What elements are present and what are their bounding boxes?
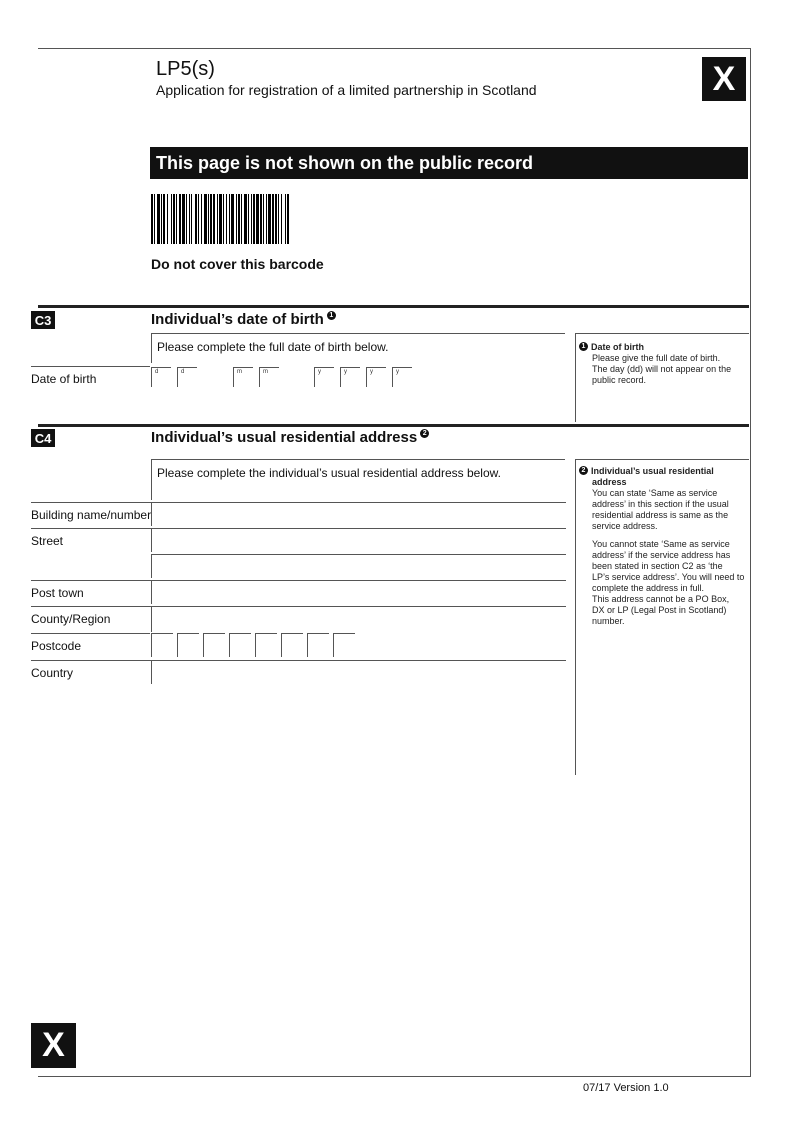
section-c4-rule <box>38 424 749 427</box>
section-c3-tag: C3 <box>31 311 55 329</box>
c4-note-line: been stated in section C2 as ‘the <box>592 561 723 571</box>
section-c3-title <box>151 311 336 328</box>
c3-note <box>579 342 747 386</box>
postcode-char-3[interactable] <box>203 633 225 657</box>
building-label: Building name/number <box>31 508 152 522</box>
note-number-2-icon: 2 <box>420 429 429 438</box>
c3-note-left <box>575 333 576 422</box>
c4-note-top <box>575 459 749 460</box>
postcode-char-8[interactable] <box>333 633 355 657</box>
c3-note-heading: Date of birth <box>591 342 644 352</box>
county-input[interactable] <box>152 607 565 630</box>
county-label: County/Region <box>31 612 111 626</box>
top-rule <box>38 48 751 49</box>
country-label: Country <box>31 666 74 680</box>
postcode-rule <box>31 633 150 634</box>
postcode-char-2[interactable] <box>177 633 199 657</box>
c3-note-line: Please give the full date of birth. <box>592 353 721 363</box>
corner-mark-bottom: X <box>31 1023 76 1068</box>
postcode-char-6[interactable] <box>281 633 303 657</box>
postcode-char-1[interactable] <box>151 633 173 657</box>
dob-year-2[interactable]: y <box>340 367 360 387</box>
c4-note-line: You cannot state ‘Same as service <box>592 539 730 549</box>
c3-instruction-top <box>151 333 565 334</box>
c4-note <box>579 466 749 627</box>
bottom-rule <box>38 1076 751 1077</box>
dob-day-1[interactable]: d <box>151 367 171 387</box>
barcode-caption: Do not cover this barcode <box>151 256 324 272</box>
c3-field-rule <box>31 366 150 367</box>
c4-note-line: address’ in this section if the usual <box>592 499 729 509</box>
barcode-bar <box>289 194 290 244</box>
dob-month-2[interactable]: m <box>259 367 279 387</box>
c4-instruction-left <box>151 459 152 500</box>
note-number-1-icon: 1 <box>327 311 336 320</box>
dob-year-4[interactable]: y <box>392 367 412 387</box>
country-input[interactable] <box>152 661 565 684</box>
c4-instruction-top <box>151 459 565 460</box>
c3-note-line: The day (dd) will not appear on the <box>592 364 732 374</box>
c4-note-line: complete the address in full. <box>592 583 705 593</box>
postcode-char-4[interactable] <box>229 633 251 657</box>
c4-note-left <box>575 459 576 775</box>
section-c3-title-text: Individual’s date of birth <box>151 311 324 328</box>
version-label: 07/17 Version 1.0 <box>583 1082 669 1094</box>
form-code: LP5(s) <box>156 58 215 80</box>
banner-text: This page is not shown on the public record <box>156 152 534 173</box>
dob-year-3[interactable]: y <box>366 367 386 387</box>
post-town-label: Post town <box>31 586 84 600</box>
c4-note-line: You can state ‘Same as service <box>592 488 718 498</box>
public-record-banner <box>150 147 748 179</box>
note-1-icon: 1 <box>579 342 588 351</box>
note-2-icon: 2 <box>579 466 588 475</box>
street-line2-input[interactable] <box>152 555 565 578</box>
postcode-char-5[interactable] <box>255 633 277 657</box>
c4-note-line: residential address is same as the <box>592 510 729 520</box>
c3-note-line: public record. <box>592 375 647 385</box>
date-of-birth-label: Date of birth <box>31 372 97 386</box>
c4-note-heading-2: address <box>592 477 627 487</box>
street-label: Street <box>31 534 64 548</box>
corner-mark-top: X <box>702 57 746 101</box>
dob-year-1[interactable]: y <box>314 367 334 387</box>
street-input[interactable] <box>152 529 565 552</box>
section-c3-rule <box>38 305 749 308</box>
c4-note-line: LP’s service address’. You will need to <box>592 572 745 582</box>
section-c4-tag: C4 <box>31 429 55 447</box>
section-c4-title-text: Individual’s usual residential address <box>151 429 418 446</box>
c3-instruction-left <box>151 333 152 363</box>
right-rule <box>750 48 751 1076</box>
c4-note-line: address’ if the service address has <box>592 550 731 560</box>
section-c4-title <box>151 429 429 446</box>
postcode-label: Postcode <box>31 639 82 653</box>
c4-note-line: service address. <box>592 521 658 531</box>
c3-note-top <box>575 333 749 334</box>
form-title: Application for registration of a limited partnership in Scotland <box>156 82 537 98</box>
dob-month-1[interactable]: m <box>233 367 253 387</box>
c4-note-line: This address cannot be a PO Box, <box>592 594 730 604</box>
postcode-char-7[interactable] <box>307 633 329 657</box>
c4-note-line: number. <box>592 616 625 626</box>
barcode <box>151 194 430 244</box>
c4-note-line: DX or LP (Legal Post in Scotland) <box>592 605 727 615</box>
c3-instruction: Please complete the full date of birth below. <box>157 340 389 354</box>
c4-note-heading: Individual’s usual residential <box>591 466 714 476</box>
dob-day-2[interactable]: d <box>177 367 197 387</box>
post-town-input[interactable] <box>152 581 565 604</box>
c4-instruction: Please complete the individual’s usual residential address below. <box>157 466 501 480</box>
building-input[interactable] <box>152 503 565 526</box>
